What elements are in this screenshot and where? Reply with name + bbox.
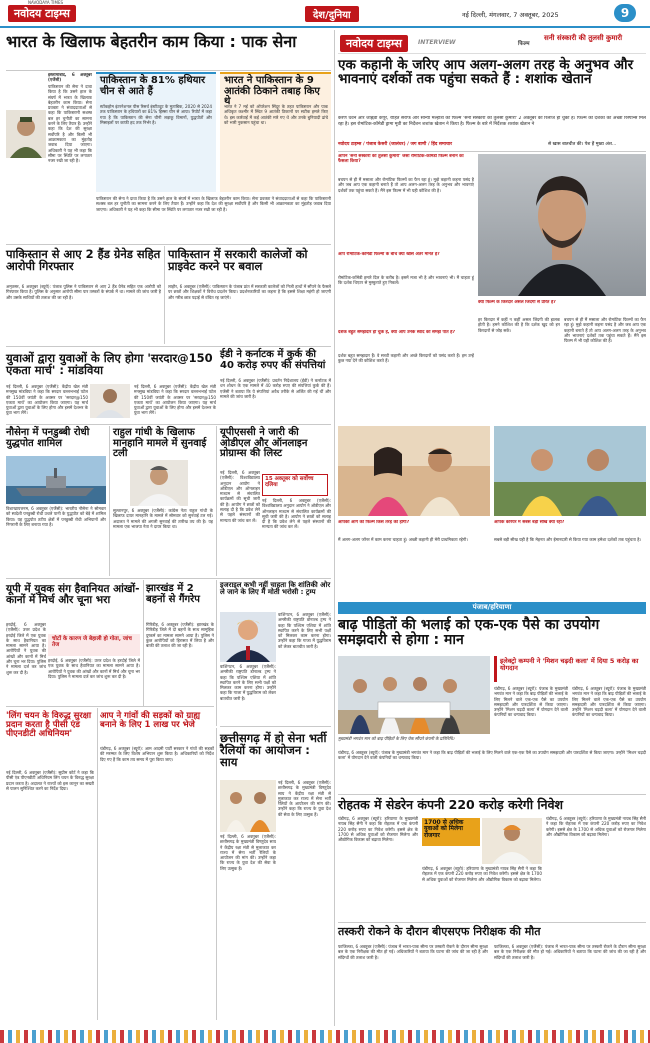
interview-intro: करण धवन और जाह्नवी कपूर, रोहित सराफ और सान्या मल्होत्रा की फिल्म 'सनी संस्कारी की तुलसी कुमारी' 2 अक्तूबर को रिलीज हो चुकी है। फिल्म को दर्शकों का अच्छा रिस्पॉन्स मिल रहा है। इस रोमांटिक-कॉमेडी ड्रामा मूवी का निर्देशन शशांक खेतान ने किया है। फिल्म के बारे में निर्देशक शशांक खेतान ने	[338, 116, 646, 127]
terror-camps-headline: भारत ने पाकिस्तान के 9 आतंकी ठिकाने तबाह किए थे	[224, 75, 320, 107]
rahul-body: सुल्तानपुर, 6 अक्तूबर (एजैंसी): कांग्रेस नेता राहुल गांधी के खिलाफ दायर मानहानि के मामले में सोमवार को सुनवाई टल गई। अदालत ने मामले की अगली सुनवाई की तारीख तय की है। यह मामला एक भाजपा नेता ने दायर किया था।	[113, 508, 213, 529]
rohtak-body: चंडीगढ़, 6 अक्तूबर (ब्यूरो): हरियाणा के मुख्यमंत्री नायब सिंह सैनी ने कहा कि रोहतक में एक कंपनी 220 करोड़ रुपए का निवेश करेगी। इससे क्षेत्र के 1700 से अधिक युवाओं को रोजगार मिलेगा और औद्योगिक विकास को बढ़ावा मिलेगा।	[338, 816, 418, 843]
minister-photo	[90, 384, 130, 418]
divider	[6, 578, 331, 579]
punjab-photo-caption: मुख्यमंत्री भगवंत मान को बाढ़ पीड़ितों के लिए चेक सौंपते कंपनी के प्रतिनिधि।	[338, 736, 455, 741]
interview-tag: INTERVIEW	[418, 39, 456, 46]
rohtak-callout: 1700 से अधिक युवाओं को मिलेगा रोजगार	[424, 819, 464, 839]
lead-headline: भारत के खिलाफ बेहतरीन काम किया : पाक सेना	[6, 32, 297, 51]
interview-question: क्या फिल्म के किरदार असल जिंदगी से प्रेरित हैं?	[478, 300, 556, 305]
army-body: नई दिल्ली, 6 अक्तूबर (एजैंसी): छत्तीसगढ़ के मुख्यमंत्री विष्णुदेव साय ने केंद्रीय रक्षा मंत्री से मुलाकात कर राज्य में सेना भर्ती रैलियों के आयोजन की मांग की। उन्होंने कहा कि राज्य के युवा देश की सेवा के लिए उत्सुक हैं।	[278, 780, 331, 817]
unity-body: नई दिल्ली, 6 अक्तूबर (एजैंसी): केंद्रीय खेल मंत्री मनसुख मांडविया ने कहा कि सरदार वल्लभभाई पटेल की 150वीं जयंती के अवसर पर 'सरदार@150 एकता मार्च' का आयोजन किया जाएगा। यह मार्च युवाओं द्वारा युवाओं के लिए होगा और इसमें देशभर के युवा भाग लेंगे।	[6, 384, 88, 416]
interview-answer-continued: बचपन से ही मैं मसाला और रोमांटिक फिल्मों का फैन रहा हूं। मुझे कहानी कहना पसंद है और जब आप एक कहानी बनाते हैं तो आप अलग-अलग तरह के अनुभव और भावनाएं दर्शकों तक पहुंचा सकते हैं। मैंने इस फिल्म में भी यही कोशिश की है।	[564, 317, 646, 344]
gender-headline: 'लिंग चयन के विरुद्ध सुरक्षा प्रदान करता है पीसी एंड पीएनडीटी अधिनियम'	[6, 711, 92, 739]
army-headline: छत्तीसगढ़ में हो सेना भर्ती रैलियों का आयोजन : साय	[220, 731, 327, 770]
grenade-headline: पाकिस्तान से आए 2 हैंड ग्रेनेड सहित आरोपी गिरफ्तार	[6, 247, 161, 274]
page-dateline: नई दिल्ली, मंगलवार, 7 अक्तूबर, 2025	[462, 11, 559, 19]
interview-question: आपने 'सनी संस्कारी की तुलसी कुमारी' जैसा रोमांटिक-कॉमेडी फिल्म बनाने का फैसला किया?	[338, 154, 464, 165]
film-still-right	[494, 426, 646, 516]
upsc-body: नई दिल्ली, 6 अक्तूबर (एजैंसी): विश्वविद्यालय अनुदान आयोग ने ओडीएल और ऑनलाइन माध्यम से संचालित कार्यक्रमों की सूची जारी की है। आयोग ने छात्रों को सलाह दी है कि प्रवेश लेने से पहले संस्थानों की मान्यता की जांच कर लें।	[220, 470, 260, 523]
divider	[6, 706, 214, 707]
rahul-gandhi-photo	[130, 460, 188, 506]
jharkhand-body: गिरिडीह, 6 अक्तूबर (एजैंसी): झारखंड के गिरिडीह जिले में दो बहनों के साथ सामूहिक दुष्कर्म का मामला सामने आया है। पुलिस ने कुछ आरोपियों को हिरासत में लिया है और बाकी की तलाश की जा रही है।	[146, 622, 214, 649]
paper-subtitle: NAVODAYA TIMES	[28, 0, 64, 5]
up-youth-headline: यूपी में युवक संग हैवानियत आंखों-कानों में मिर्च और चूना भरा	[6, 583, 140, 607]
divider	[6, 424, 331, 425]
interview-answer: मैं अलग-अलग जॉनर में काम करना चाहता हूं। अच्छी कहानी ही मेरी प्राथमिकता रहेगी।	[338, 537, 468, 542]
interview-question: आपकी आगे की फिल्में किस तरह की होंगी?	[338, 520, 410, 525]
masthead	[0, 0, 650, 26]
bsf-body-continued: फाजिल्का, 6 अक्तूबर (एजैंसी): पंजाब में भारत-पाक सीमा पर तस्करी रोकने के दौरान सीमा सुरक्षा बल के एक निरीक्षक की मौत हो गई। अधिकारियों ने बताया कि घटना की जांच की जा रही है और संदिग्धों की तलाश जारी है।	[494, 944, 646, 960]
punjab-subheadline: इलेक्ट्रो कम्पनी ने 'मिशन चढ़दी कला' में दिया 5 करोड़ का योगदान	[500, 657, 639, 672]
interview-byline-tail: से खास बातचीत की। पेश हैं मुख्य अंश...	[548, 142, 617, 147]
interview-answer: दर्शक बहुत समझदार हैं। वे सच्ची कहानी और अच्छे किरदारों को पसंद करते हैं। हम उन्हें कुछ नया देने की कोशिश करते हैं।	[338, 353, 474, 364]
interview-headline: एक कहानी के जरिए आप अलग-अलग तरह के अनुभव और भावनाएं दर्शकों तक पहुंचा सकते हैं : शशांक खेतान	[338, 57, 634, 88]
film-still-left	[338, 426, 490, 516]
divider	[109, 426, 110, 576]
ed-headline: ईडी ने कर्नाटक में कुर्क की 40 करोड़ रुपए की संपत्तियां	[220, 349, 326, 371]
china-arms-body: स्टॉकहोम इंटरनेशनल पीस रिसर्च इंस्टीट्यूट के मुताबिक, 2020 से 2024 तक पाकिस्तान के हथियारों का 81% हिस्सा चीन से आया। रिपोर्ट में कहा गया है कि पाकिस्तान की सेना चीनी लड़ाकू विमानों, युद्धपोतों और मिसाइलों पर काफी हद तक निर्भर है।	[100, 104, 212, 125]
divider	[216, 580, 217, 726]
divider	[97, 708, 98, 1020]
masthead-rule	[0, 26, 650, 28]
roads-body: चंडीगढ़, 6 अक्तूबर (ब्यूरो): आम आदमी पार्टी सरकार ने गांवों की सड़कों की मरम्मत के लिए विशेष अभियान शुरू किया है। अधिकारियों को निर्देश दिए गए हैं कि काम तय समय में पूरा किया जाए।	[100, 746, 214, 762]
punjab-body: चंडीगढ़, 6 अक्तूबर (ब्यूरो): पंजाब के मुख्यमंत्री भगवंत मान ने कहा कि बाढ़ पीड़ितों की भलाई के लिए मिलने वाले एक-एक पैसे का उपयोग समझदारी और पारदर्शिता से किया जाएगा। उन्होंने 'मिशन चढ़दी कला' में योगदान देने वाली कंपनियों का धन्यवाद किया।	[494, 686, 568, 718]
unity-body-continued: नई दिल्ली, 6 अक्तूबर (एजैंसी): केंद्रीय खेल मंत्री मनसुख मांडविया ने कहा कि सरदार वल्लभभाई पटेल की 150वीं जयंती के अवसर पर 'सरदार@150 एकता मार्च' का आयोजन किया जाएगा। यह मार्च युवाओं द्वारा युवाओं के लिए होगा और इसमें देशभर के युवा भाग लेंगे।	[134, 384, 216, 416]
punjab-body-continued: चंडीगढ़, 6 अक्तूबर (ब्यूरो): पंजाब के मुख्यमंत्री भगवंत मान ने कहा कि बाढ़ पीड़ितों की भलाई के लिए मिलने वाले एक-एक पैसे का उपयोग समझदारी और पारदर्शिता से किया जाएगा। उन्होंने 'मिशन चढ़दी कला' में योगदान देने वाली कंपनियों का धन्यवाद किया।	[572, 686, 646, 718]
interview-answer: बचपन से ही मैं मसाला और रोमांटिक फिल्मों का फैन रहा हूं। मुझे कहानी कहना पसंद है और जब आप एक कहानी बनाते हैं तो आप अलग-अलग तरह के अनुभव और भावनाएं दर्शकों तक पहुंचा सकते हैं। मैंने इस फिल्म में भी यही कोशिश की है।	[338, 177, 474, 193]
upsc-headline: यूपीएससी ने जारी की ओडीएल और ऑनलाइन प्रोग्राम्स की लिस्ट	[220, 427, 308, 459]
ed-body: नई दिल्ली, 6 अक्तूबर (एजैंसी): प्रवर्तन निदेशालय (ईडी) ने कर्नाटक में धन शोधन के एक मामले में 40 करोड़ रुपए की संपत्तियां कुर्क की हैं। एजेंसी ने बताया कि ये संपत्तियां अवैध तरीके से अर्जित की गई थीं और मामले की जांच जारी है।	[220, 378, 331, 399]
interview-answer: रोमांटिक-कॉमेडी हमारे दिल के करीब है। इसमें मजा भी है और भावनाएं भी। मैं चाहता हूं कि दर्शक थिएटर से मुस्कुराते हुए निकलें।	[338, 275, 474, 286]
interview-answer: सबसे बड़ी सीख यही है कि मेहनत और ईमानदारी से किया गया काम हमेशा दर्शकों तक पहुंचता है।	[494, 537, 642, 542]
rohtak-headline: रोहतक में सेडरेन कंपनी 220 करोड़ करेगी निवेश	[338, 797, 564, 812]
rahul-headline: राहुल गांधी के खिलाफ मानहानि मामले में सुनवाई टली	[113, 427, 207, 459]
film-tag: फिल्म	[518, 41, 530, 47]
divider	[338, 151, 646, 152]
divider	[216, 426, 217, 576]
punjab-body-lower: चंडीगढ़, 6 अक्तूबर (ब्यूरो): पंजाब के मुख्यमंत्री भगवंत मान ने कहा कि बाढ़ पीड़ितों की भलाई के लिए मिलने वाले एक-एक पैसे का उपयोग समझदारी और पारदर्शिता से किया जाएगा। उन्होंने 'मिशन चढ़दी कला' में योगदान देने वाली कंपनियों का धन्यवाद किया।	[338, 750, 646, 761]
army-body-continued: नई दिल्ली, 6 अक्तूबर (एजैंसी): छत्तीसगढ़ के मुख्यमंत्री विष्णुदेव साय ने केंद्रीय रक्षा मंत्री से मुलाकात कर राज्य में सेना भर्ती रैलियों के आयोजन की मांग की। उन्होंने कहा कि राज्य के युवा देश की सेवा के लिए उत्सुक हैं।	[220, 834, 276, 871]
up-youth-callout: चोटों के कारण जे बेहाली हो गोता, जांच तेज	[52, 636, 132, 648]
roads-headline: आप ने गांवों की सड़कों को ग्राह्य बनाने के लिए 1 लाख पर भेजे	[100, 711, 201, 730]
divider	[143, 580, 144, 706]
shashank-khaitan-photo	[478, 154, 646, 296]
gender-body: नई दिल्ली, 6 अक्तूबर (एजैंसी): सुप्रीम कोर्ट ने कहा कि पीसी एंड पीएनडीटी अधिनियम लिंग चयन के विरुद्ध सुरक्षा प्रदान करता है। अदालत ने राज्यों को इस कानून का सख्ती से पालन सुनिश्चित करने का निर्देश दिया।	[6, 770, 94, 791]
cm-saini-photo	[482, 818, 542, 864]
china-arms-headline: पाकिस्तान के 81% हथियार चीन से आते हैं	[100, 75, 206, 97]
registration-strip	[0, 1030, 650, 1043]
terror-camps-body: भारत ने 7 मई को ऑपरेशन सिंदूर के तहत पाकिस्तान और पाक अधिकृत कश्मीर में स्थित 9 आतंकी ठिकानों पर सटीक हमले किए थे। इस कार्रवाई में कई आतंकी मारे गए थे और उनके बुनियादी ढांचे को भारी नुकसान पहुंचा था।	[224, 104, 328, 125]
film-title: सनी संस्कारी की तुलसी कुमारी	[543, 34, 623, 42]
divider	[6, 346, 331, 347]
newspaper-logo: नवोदय टाइम्स	[8, 5, 76, 22]
punjab-section-label: पंजाब/हरियाणा	[472, 603, 512, 611]
interview-logo: नवोदय टाइम्स	[340, 35, 408, 52]
interview-question: दर्शक बहुत समझदार हो चुके हैं, क्या आप उनके स्वाद को समझ पाते हैं?	[338, 330, 455, 335]
punjab-headline: बाढ़ पीड़ितों की भलाई को एक-एक पैसे का उपयोग समझदारी से होगा : मान	[338, 617, 600, 648]
column-divider	[334, 30, 335, 1026]
divider	[6, 70, 331, 71]
navy-body: विशाखापत्तनम, 6 अक्तूबर (एजैंसी): भारतीय नौसेना ने सोमवार को स्वदेशी पनडुब्बी रोधी उथले पानी के युद्धपोत को बेड़े में शामिल किया। यह युद्धपोत तटीय क्षेत्रों में पनडुब्बी रोधी अभियानों और निगरानी के लिए बनाया गया है।	[6, 506, 106, 527]
warship-photo	[6, 456, 106, 504]
bsf-headline: तस्करी रोकने के दौरान बीएसएफ निरीक्षक की मौत	[338, 925, 541, 938]
lead-body-continued: पाकिस्तान की सेना ने दावा किया है कि उसने हाल के संघर्ष में भारत के खिलाफ बेहतरीन काम किया। सेना प्रवक्ता ने संवाददाताओं से कहा कि पाकिस्तानी सशस्त्र बल हर चुनौती का सामना करने के लिए तैयार हैं। उन्होंने कहा कि देश की सुरक्षा सर्वोपरि है और किसी भी आक्रामकता का मुंहतोड़ जवाब दिया जाएगा। अधिकारी ने यह भी कहा कि सीमा पर स्थिति पर लगातार नजर रखी जा रही है।	[96, 196, 331, 212]
meeting-photo	[220, 780, 276, 832]
divider	[338, 794, 646, 795]
grenade-body: अमृतसर, 6 अक्तूबर (ब्यूरो): पंजाब पुलिस ने पाकिस्तान से आए 2 हैंड ग्रेनेड सहित एक आरोपी को गिरफ्तार किया है। पुलिस के अनुसार आरोपी सीमा पार तस्करों के संपर्क में था। मामले की जांच जारी है और उसके साथियों की तलाश की जा रही है।	[6, 284, 161, 300]
up-youth-body-continued: हरदोई, 6 अक्तूबर (एजैंसी): उत्तर प्रदेश के हरदोई जिले में एक युवक के साथ हैवानियत का मामला सामने आया है। आरोपियों ने युवक की आंखों और कानों में मिर्च और चूना भर दिया। पुलिस ने मामला दर्ज कर जांच शुरू कर दी है।	[48, 658, 140, 679]
rohtak-body-continued: चंडीगढ़, 6 अक्तूबर (ब्यूरो): हरियाणा के मुख्यमंत्री नायब सिंह सैनी ने कहा कि रोहतक में एक कंपनी 220 करोड़ रुपए का निवेश करेगी। इससे क्षेत्र के 1700 से अधिक युवाओं को रोजगार मिलेगा और औद्योगिक विकास को बढ़ावा मिलेगा।	[422, 866, 542, 882]
trump-photo	[220, 612, 276, 662]
up-youth-body: हरदोई, 6 अक्तूबर (एजैंसी): उत्तर प्रदेश के हरदोई जिले में एक युवक के साथ हैवानियत का मामला सामने आया है। आरोपियों ने युवक की आंखों और कानों में मिर्च और चूना भर दिया। पुलिस ने मामला दर्ज कर जांच शुरू कर दी है।	[6, 622, 46, 675]
section-label: देश/दुनिया	[305, 6, 359, 22]
trump-body-continued: वाशिंगटन, 6 अक्तूबर (एजैंसी): अमरीकी राष्ट्रपति डोनाल्ड ट्रम्प ने कहा कि पश्चिम एशिया में शांति स्थापित करने के लिए सभी पक्षों को मिलकर काम करना होगा। उन्होंने कहा कि गाजा में युद्धविराम को लेकर बातचीत जारी है।	[220, 664, 276, 701]
college-headline: पाकिस्तान में सरकारी कालेजों को प्राइवेट करने पर बवाल	[168, 247, 308, 274]
trump-body: वाशिंगटन, 6 अक्तूबर (एजैंसी): अमरीकी राष्ट्रपति डोनाल्ड ट्रम्प ने कहा कि पश्चिम एशिया में शांति स्थापित करने के लिए सभी पक्षों को मिलकर काम करना होगा। उन्होंने कहा कि गाजा में युद्धविराम को लेकर बातचीत जारी है।	[278, 612, 331, 649]
interview-question: आपके करियर में सबसे बड़ी सीख क्या रही?	[494, 520, 565, 525]
college-body: लाहौर, 6 अक्तूबर (एजैंसी): पाकिस्तान के पंजाब प्रांत में सरकारी कालेजों को निजी हाथों में सौंपने के फैसले पर छात्रों और शिक्षकों ने विरोध प्रदर्शन किया। प्रदर्शनकारियों का कहना है कि इससे शिक्षा महंगी हो जाएगी और गरीब छात्र पढ़ाई से वंचित रह जाएंगे।	[168, 284, 331, 300]
divider	[338, 922, 646, 923]
divider	[6, 244, 331, 245]
rohtak-body-right: चंडीगढ़, 6 अक्तूबर (ब्यूरो): हरियाणा के मुख्यमंत्री नायब सिंह सैनी ने कहा कि रोहतक में एक कंपनी 220 करोड़ रुपए का निवेश करेगी। इससे क्षेत्र के 1700 से अधिक युवाओं को रोजगार मिलेगा और औद्योगिक विकास को बढ़ावा मिलेगा।	[546, 816, 646, 837]
lead-dateline: इस्लामाबाद, 6 अक्तूबर (एजैंसी)	[48, 72, 92, 83]
lead-body: पाकिस्तान की सेना ने दावा किया है कि उसने हाल के संघर्ष में भारत के खिलाफ बेहतरीन काम किया। सेना प्रवक्ता ने संवाददाताओं से कहा कि पाकिस्तानी सशस्त्र बल हर चुनौती का सामना करने के लिए तैयार हैं। उन्होंने कहा कि देश की सुरक्षा सर्वोपरि है और किसी भी आक्रामकता का मुंहतोड़ जवाब दिया जाएगा। अधिकारी ने यह भी कहा कि सीमा पर स्थिति पर लगातार नजर रखी जा रही है।	[48, 84, 92, 164]
divider	[216, 728, 217, 1020]
upsc-callout: 15 अक्तूबर को सर्वोच्च दलिया	[265, 476, 314, 488]
divider	[220, 726, 331, 727]
page-number: 9	[614, 4, 636, 22]
navy-headline: नौसेना में पनडुब्बी रोधी युद्धपोत शामिल	[6, 427, 90, 449]
interview-answer: हर किरदार में कहीं न कहीं असल जिंदगी की झलक होती है। हमने कोशिश की है कि दर्शक खुद को इन किरदारों से जोड़ सकें।	[478, 317, 560, 333]
upsc-body-continued: नई दिल्ली, 6 अक्तूबर (एजैंसी): विश्वविद्यालय अनुदान आयोग ने ओडीएल और ऑनलाइन माध्यम से संचालित कार्यक्रमों की सूची जारी की है। आयोग ने छात्रों को सलाह दी है कि प्रवेश लेने से पहले संस्थानों की मान्यता की जांच कर लें।	[262, 498, 331, 530]
jharkhand-headline: झारखंड में 2 बहनों से गैंगरेप	[146, 583, 200, 605]
unity-headline: युवाओं द्वारा युवाओं के लिए होगा 'सरदार@150 एकता मार्च' : मांडविया	[6, 351, 213, 378]
divider	[164, 246, 165, 344]
cheque-ceremony-photo	[338, 656, 490, 734]
interview-question: आप रोमांटिक-कॉमेडी फिल्मों के बीच क्या खास अंतर मानते हैं?	[338, 252, 440, 257]
interview-byline: नवोदय टाइम्स / पंजाब केसरी (जालंधर) / जग बाणी / हिंद समाचार	[338, 142, 452, 147]
bsf-body: फाजिल्का, 6 अक्तूबर (एजैंसी): पंजाब में भारत-पाक सीमा पर तस्करी रोकने के दौरान सीमा सुरक्षा बल के एक निरीक्षक की मौत हो गई। अधिकारियों ने बताया कि घटना की जांच की जा रही है और संदिग्धों की तलाश जारी है।	[338, 944, 488, 960]
army-official-photo	[6, 110, 46, 158]
trump-headline: इजराइल कभी नहीं चाहता कि शांतिकी ओर ले जाने के लिए मैं मोती भरोसी : ट्रम्प	[220, 581, 331, 597]
